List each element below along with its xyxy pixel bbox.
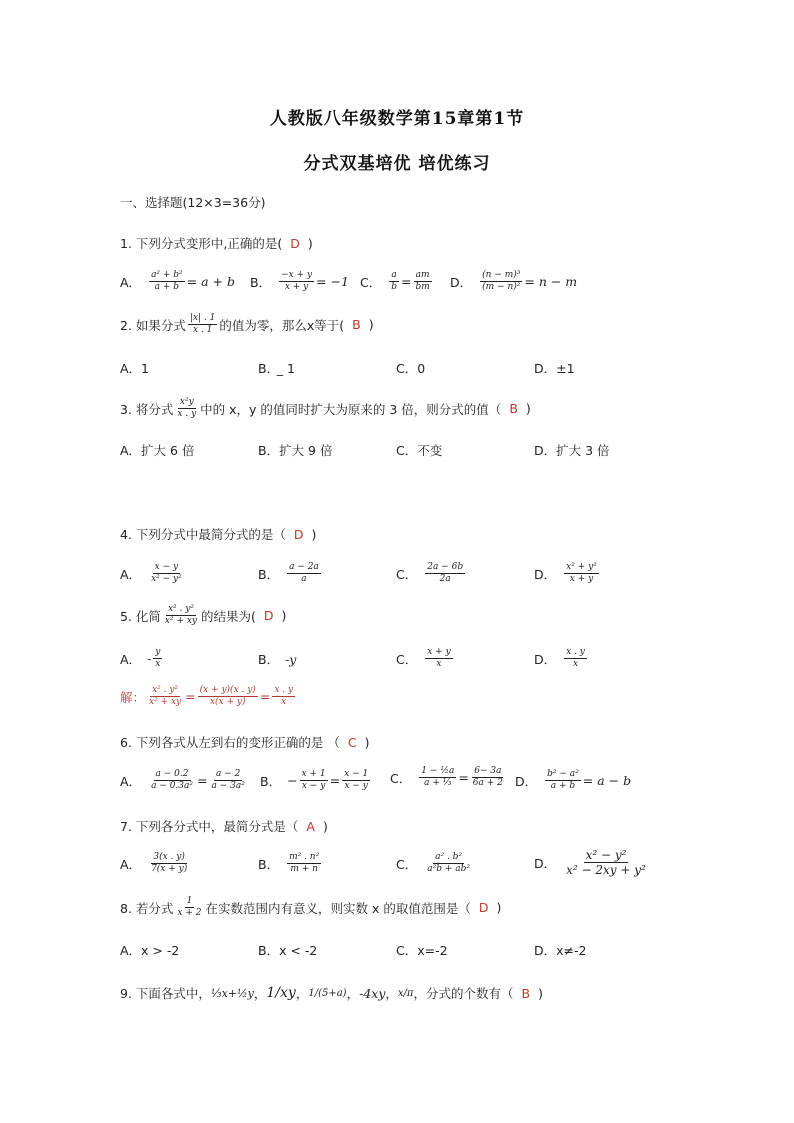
answer-7: A (306, 819, 315, 834)
q2-option-d: D．±1 (534, 361, 575, 376)
q8-option-d: D．x≠-2 (534, 943, 587, 958)
q8-option-b: B．x < -2 (258, 943, 318, 958)
q1-option-d: D． $\frac{\text{(n − m)³}}{\text{(m − n)²}}$ = n − m (450, 270, 578, 292)
q4-option-b: B． a − 2a a (258, 562, 319, 584)
answer-5: D (263, 608, 274, 623)
q3-option-d: D．扩大 3 倍 (534, 443, 610, 458)
q5-option-a: A． - y x (120, 647, 161, 669)
question-3: 3. 将分式 x²y x . y 中的 x，y 的值同时扩大为原来的 3 倍，则分式的值（ B ) (120, 397, 531, 419)
q3-option-b: B．扩大 9 倍 (258, 443, 333, 458)
q7-option-b: B． m² . n² m + n (258, 852, 320, 874)
q7-option-d: D． x² − y² x² − 2xy + y² (534, 848, 646, 877)
question-1: 1. 下列分式变形中,正确的是( D ) (120, 236, 313, 251)
answer-4: D (293, 527, 304, 542)
q4-option-a: A． x − y x² − y² (120, 562, 182, 584)
q6-option-d: D． $\frac{\text{b² − a²}}{a + b}$ = a − b (515, 769, 632, 791)
answer-9: B (521, 985, 531, 1001)
q7-option-a: A． 3(x . y) 7(x + y) (120, 852, 188, 874)
q1-option-c: C． $\frac{a}{b}$ = $\frac{am}{bm}$ (360, 270, 430, 292)
q3-option-c: C．不变 (396, 443, 443, 458)
q2-option-a: A．1 (120, 361, 150, 376)
q4-option-d: D． x² + y² x + y (534, 562, 597, 584)
solution-line: 解： $\frac{\text{x² . y²}}{\text{x² + xy}}$ = $\frac{(x + y)(x . y)}{x(x + y)}$ = $\frac{x . y}{x}$ (120, 685, 294, 707)
question-8: 8. 若分式 1 x + 2 在实数范围内有意义，则实数 x 的取值范围是（ D ) (120, 896, 502, 918)
document-subtitle: 分式双基培优 培优练习 (303, 154, 491, 174)
q7-option-c: C． a² . b² a²b + ab² (396, 852, 470, 874)
question-6: 6. 下列各式从左到右的变形正确的是 （ C ) (120, 735, 370, 750)
question-9: 9. 下面各式中， ⅓x+½y ， 1/xy ， 1/(5+a) ， -4xy ， x/π ，分式的个数有（ B ) (120, 985, 543, 1001)
answer-6: C (347, 735, 357, 750)
answer-1: D (290, 236, 300, 251)
question-2: 2. 如果分式 |x| . 1 x . 1 的值为零，那么x等于( B ) (120, 313, 374, 335)
q1-option-b: B． $\frac{-x + y}{x + y}$ = −1 (250, 270, 349, 292)
q6-option-a: A． $\frac{a - 0.2}{\text{a − 0.3a²}}$ = $\frac{a - 2}{\text{a − 3a²}}$ (120, 769, 245, 791)
q4-option-c: C． 2a − 6b 2a (396, 562, 464, 584)
answer-3: B (509, 401, 518, 416)
q1-option-a: A． $\frac{\text{a² + b²}}{a + b}$ = a + b (120, 270, 235, 292)
q2-option-c: C．0 (396, 361, 426, 376)
q8-option-a: A．x > -2 (120, 943, 180, 958)
q3-option-a: A．扩大 6 倍 (120, 443, 195, 458)
question-5: 5. 化简 x² . y² x² + xy 的结果为( D ) (120, 604, 287, 626)
q2-option-b: B． ̲ 1 (258, 361, 295, 376)
q8-option-c: C．x=-2 (396, 943, 448, 958)
question-7: 7. 下列各分式中，最简分式是（ A ) (120, 819, 328, 834)
q5-option-d: D． x . y x (534, 647, 585, 669)
answer-2: B (352, 317, 361, 332)
q5-option-b: B． -y (258, 651, 297, 667)
q5-option-c: C． x + y x (396, 647, 451, 669)
question-4: 4. 下列分式中最简分式的是（ D ) (120, 527, 317, 542)
answer-8: D (478, 900, 489, 915)
section-heading: 一、选择题(12×3=36分) (120, 195, 266, 210)
document-title: 人教版八年级数学第15章第1节 (269, 109, 525, 129)
q6-option-b: B． − $\frac{x + 1}{x - y}$ = $\frac{x - 1}{x - y}$ (260, 769, 369, 791)
q6-option-c: C． $\frac{\text{1 − ½a}}{\text{a + ⅓}}$ = $\frac{6- 3a}{6a + 2}$ (390, 766, 503, 788)
